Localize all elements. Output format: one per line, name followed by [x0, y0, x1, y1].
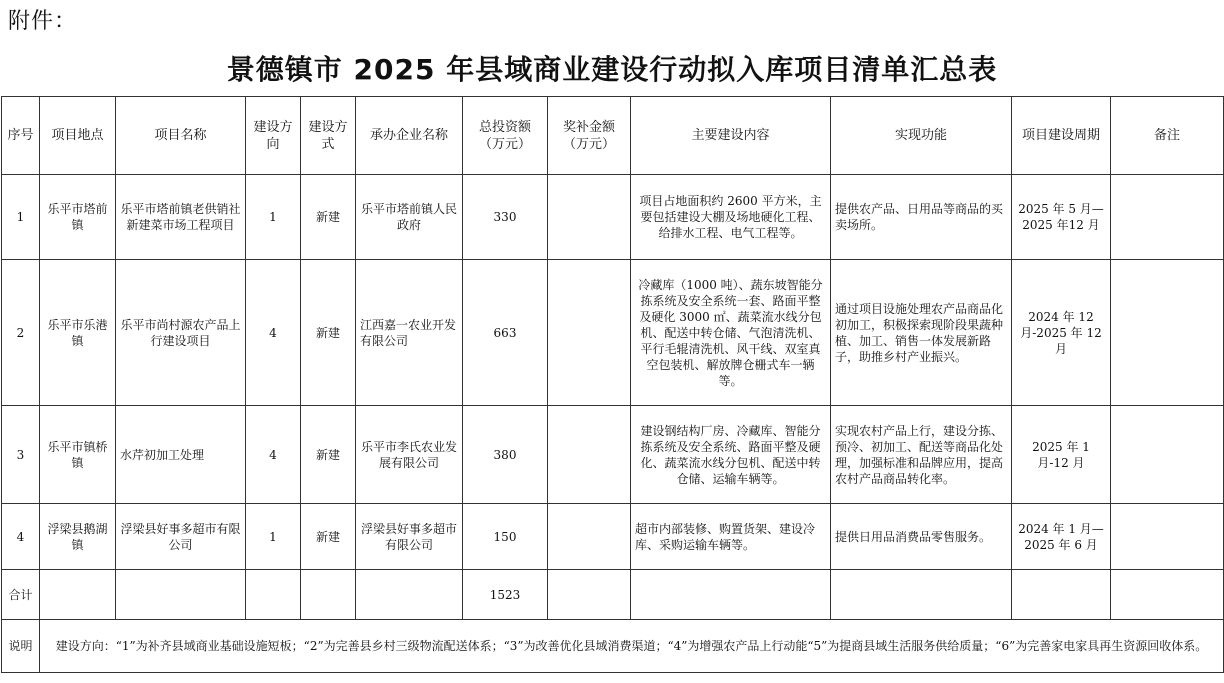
- cell-empty: [548, 570, 631, 620]
- header-seq: 序号: [2, 97, 40, 175]
- cell-period: 2025 年 1 月-12 月: [1012, 406, 1111, 504]
- note-row: [2, 620, 1224, 673]
- total-label: 合计: [2, 570, 40, 620]
- cell-content: 冷藏库（1000 吨）、蔬东坡智能分拣系统及安全系统一套、路面平整及硬化 3000 ㎡、蔬菜流水线分包机、配送中转仓储、气泡清洗机、平行毛辊清洗机、风干线、双室真空包装机、解放牌仓栅式车一辆等。: [631, 260, 831, 406]
- cell-remarks: [1111, 406, 1224, 504]
- cell-period: 2024 年 1 月—2025 年 6 月: [1012, 504, 1111, 570]
- cell-empty: [1012, 570, 1111, 620]
- cell-seq: 2: [2, 260, 40, 406]
- header-company: 承办企业名称: [356, 97, 463, 175]
- cell-period: 2024 年 12 月-2025 年 12 月: [1012, 260, 1111, 406]
- cell-investment: 330: [463, 175, 548, 260]
- cell-direction: 4: [246, 406, 301, 504]
- cell-empty: [631, 570, 831, 620]
- table-row: [2, 175, 1224, 260]
- cell-method: 新建: [301, 406, 356, 504]
- cell-location: 乐平市塔前镇: [40, 175, 116, 260]
- header-direction: 建设方向: [246, 97, 301, 175]
- cell-function: 提供农产品、日用品等商品的买卖场所。: [831, 175, 1012, 260]
- cell-remarks: [1111, 175, 1224, 260]
- cell-subsidy: [548, 504, 631, 570]
- table-row: [2, 260, 1224, 406]
- cell-content: 项目占地面积约 2600 平方米，主要包括建设大棚及场地硬化工程、给排水工程、电气工程等。: [631, 175, 831, 260]
- document-title: 景德镇市 2025 年县域商业建设行动拟入库项目清单汇总表: [226, 53, 998, 86]
- cell-direction: 1: [246, 504, 301, 570]
- header-period: 项目建设周期: [1012, 97, 1111, 175]
- header-method: 建设方式: [301, 97, 356, 175]
- cell-method: 新建: [301, 260, 356, 406]
- cell-function: 实现农村产品上行，建设分拣、预冷、初加工、配送等商品化处理，加强标准和品牌应用，提高农村产品商品转化率。: [831, 406, 1012, 504]
- cell-remarks: [1111, 504, 1224, 570]
- attachment-label: 附件：: [8, 9, 78, 34]
- note-label: 说明: [2, 620, 40, 673]
- cell-investment: 150: [463, 504, 548, 570]
- cell-empty: [116, 570, 246, 620]
- cell-empty: [301, 570, 356, 620]
- header-function: 实现功能: [831, 97, 1012, 175]
- cell-empty: [40, 570, 116, 620]
- cell-content: 超市内部装修、购置货架、建设冷库、采购运输车辆等。: [631, 504, 831, 570]
- cell-investment: 380: [463, 406, 548, 504]
- cell-name: 水芹初加工处理: [116, 406, 246, 504]
- cell-subsidy: [548, 406, 631, 504]
- cell-method: 新建: [301, 504, 356, 570]
- header-subsidy: 奖补金额（万元）: [548, 97, 631, 175]
- project-table: [1, 96, 1224, 673]
- cell-function: 提供日用品消费品零售服务。: [831, 504, 1012, 570]
- cell-direction: 4: [246, 260, 301, 406]
- note-text: 建设方向：“1”为补齐县域商业基础设施短板；“2”为完善县乡村三级物流配送体系；“3”为改善优化县域消费渠道；“4”为增强农产品上行动能“5”为提商县域生活服务供给质量；“6”为完善家电家具再生资源回收体系。: [40, 620, 1224, 673]
- cell-investment: 663: [463, 260, 548, 406]
- total-investment: 1523: [463, 570, 548, 620]
- cell-seq: 3: [2, 406, 40, 504]
- cell-company: 乐平市塔前镇人民政府: [356, 175, 463, 260]
- table-header-row: [2, 97, 1224, 175]
- header-remarks: 备注: [1111, 97, 1224, 175]
- header-name: 项目名称: [116, 97, 246, 175]
- cell-name: 乐平市尚村源农产品上行建设项目: [116, 260, 246, 406]
- header-location: 项目地点: [40, 97, 116, 175]
- cell-seq: 4: [2, 504, 40, 570]
- cell-function: 通过项目设施处理农产品商品化初加工，积极探索现阶段果蔬种植、加工、销售一体发展新路子，助推乡村产业振兴。: [831, 260, 1012, 406]
- cell-seq: 1: [2, 175, 40, 260]
- cell-empty: [831, 570, 1012, 620]
- cell-subsidy: [548, 175, 631, 260]
- header-content: 主要建设内容: [631, 97, 831, 175]
- cell-period: 2025 年 5 月— 2025 年12 月: [1012, 175, 1111, 260]
- cell-company: 乐平市李氏农业发展有限公司: [356, 406, 463, 504]
- cell-method: 新建: [301, 175, 356, 260]
- cell-name: 乐平市塔前镇老供销社新建菜市场工程项目: [116, 175, 246, 260]
- cell-empty: [1111, 570, 1224, 620]
- total-row: [2, 570, 1224, 620]
- cell-empty: [246, 570, 301, 620]
- table-row: [2, 504, 1224, 570]
- cell-location: 乐平市镇桥镇: [40, 406, 116, 504]
- cell-direction: 1: [246, 175, 301, 260]
- cell-company: 浮梁县好事多超市有限公司: [356, 504, 463, 570]
- cell-location: 浮梁县鹅湖镇: [40, 504, 116, 570]
- table-row: [2, 406, 1224, 504]
- header-investment: 总投资额（万元）: [463, 97, 548, 175]
- cell-name: 浮梁县好事多超市有限公司: [116, 504, 246, 570]
- cell-empty: [356, 570, 463, 620]
- cell-location: 乐平市乐港镇: [40, 260, 116, 406]
- cell-company: 江西嘉一农业开发有限公司: [356, 260, 463, 406]
- cell-content: 建设钢结构厂房、冷藏库、智能分拣系统及安全系统、路面平整及硬化、蔬菜流水线分包机、配送中转仓储、运输车辆等。: [631, 406, 831, 504]
- cell-subsidy: [548, 260, 631, 406]
- cell-remarks: [1111, 260, 1224, 406]
